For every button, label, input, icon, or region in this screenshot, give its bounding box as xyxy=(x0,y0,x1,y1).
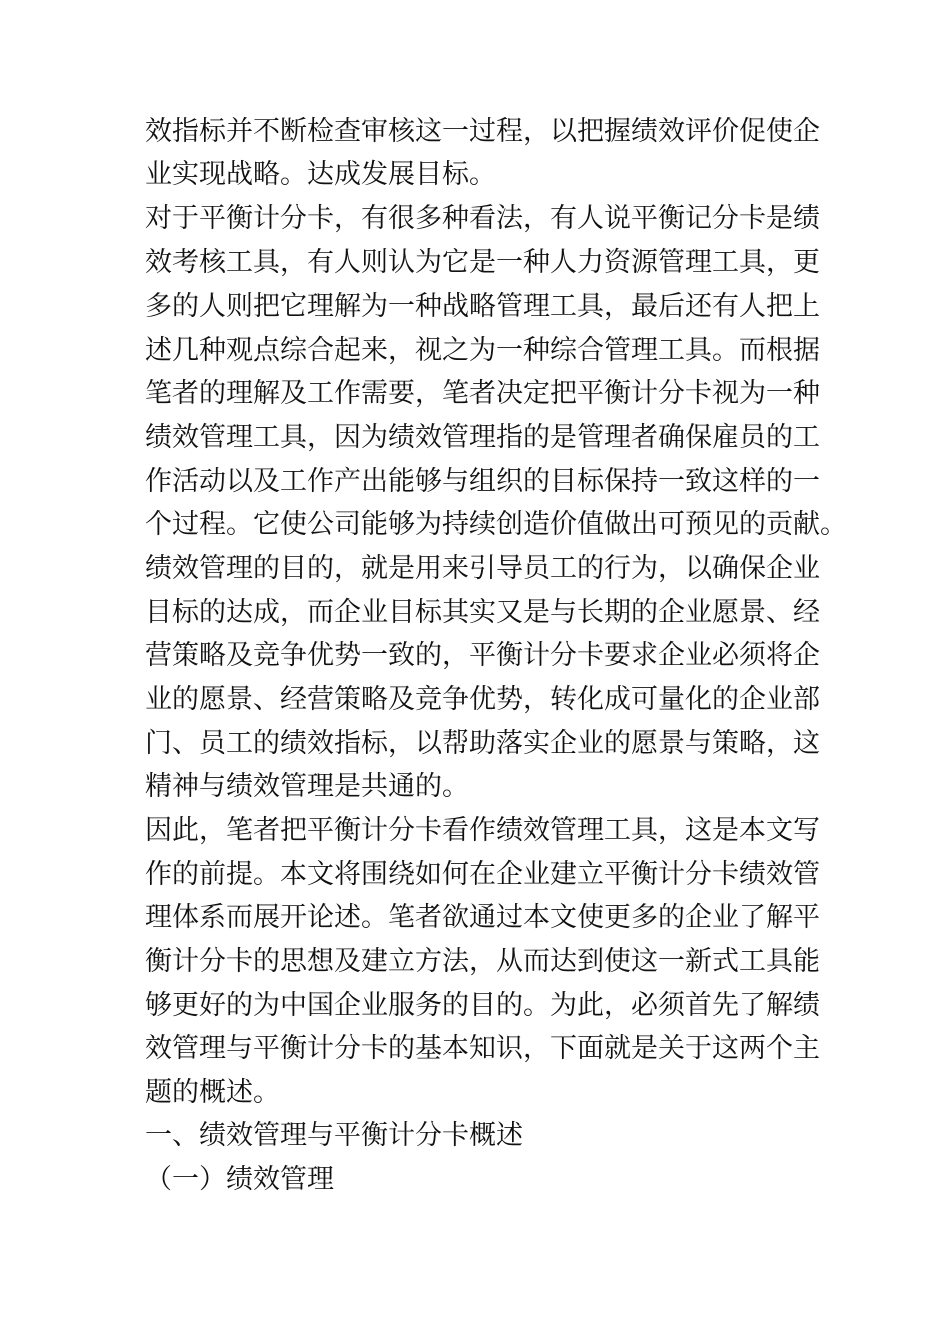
text-line: 业实现战略。达成发展目标。 xyxy=(145,159,496,190)
text-line: 述几种观点综合起来，视之为一种综合管理工具。而根据 xyxy=(145,335,820,366)
text-line: 作活动以及工作产出能够与组织的目标保持一致这样的一 xyxy=(145,466,820,497)
text-line: 门、员工的绩效指标，以帮助落实企业的愿景与策略，这 xyxy=(145,728,820,759)
subsection-heading: （一）绩效管理 xyxy=(145,1164,334,1195)
text-line: 作的前提。本文将围绕如何在企业建立平衡计分卡绩效管 xyxy=(145,859,820,890)
text-line: 效考核工具，有人则认为它是一种人力资源管理工具，更 xyxy=(145,247,820,278)
text-line: 题的概述。 xyxy=(145,1077,280,1108)
text-line: 理体系而展开论述。笔者欲通过本文使更多的企业了解平 xyxy=(145,902,820,933)
text-line: 效指标并不断检查审核这一过程，以把握绩效评价促使企 xyxy=(145,116,820,147)
text-line: 效管理与平衡计分卡的基本知识，下面就是关于这两个主 xyxy=(145,1033,820,1064)
text-line: 衡计分卡的思想及建立方法，从而达到使这一新式工具能 xyxy=(145,946,820,977)
text-line: 绩效管理工具，因为绩效管理指的是管理者确保雇员的工 xyxy=(145,422,820,453)
text-line: 个过程。它使公司能够为持续创造价值做出可预见的贡献。 xyxy=(145,509,847,540)
section-heading: 一、绩效管理与平衡计分卡概述 xyxy=(145,1120,523,1151)
text-line: 笔者的理解及工作需要，笔者决定把平衡计分卡视为一种 xyxy=(145,378,820,409)
text-line: 精神与绩效管理是共通的。 xyxy=(145,771,469,802)
text-line: 因此，笔者把平衡计分卡看作绩效管理工具，这是本文写 xyxy=(145,815,820,846)
text-line: 目标的达成，而企业目标其实又是与长期的企业愿景、经 xyxy=(145,597,820,628)
text-line: 营策略及竞争优势一致的，平衡计分卡要求企业必须将企 xyxy=(145,640,820,671)
text-line: 业的愿景、经营策略及竞争优势，转化成可量化的企业部 xyxy=(145,684,820,715)
text-line: 绩效管理的目的，就是用来引导员工的行为，以确保企业 xyxy=(145,553,820,584)
text-line: 对于平衡计分卡，有很多种看法，有人说平衡记分卡是绩 xyxy=(145,203,820,234)
text-line: 够更好的为中国企业服务的目的。为此，必须首先了解绩 xyxy=(145,990,820,1021)
text-line: 多的人则把它理解为一种战略管理工具，最后还有人把上 xyxy=(145,291,820,322)
